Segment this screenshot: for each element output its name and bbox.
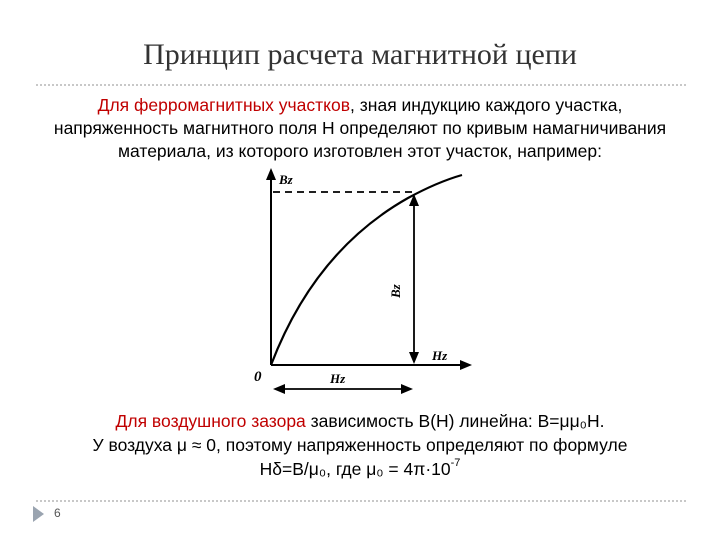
title-divider: [36, 84, 686, 86]
b-dimension-label: Bz: [388, 284, 403, 298]
air-gap-line-1: [0, 409, 720, 433]
air-gap-line-2: У воздуха μ ≈ 0, поэтому напряженность определяют по формуле: [92, 435, 628, 455]
intro-highlight: Для ферромагнитных участков: [97, 95, 351, 115]
magnetization-curve-diagram: [240, 160, 480, 400]
page-number: 6: [54, 506, 61, 520]
footer-divider: [36, 500, 686, 502]
x-axis-label: Hz: [432, 348, 448, 363]
slide-title: Принцип расчета магнитной цепи: [143, 38, 577, 71]
hz-dimension-arrow-left: [273, 384, 285, 394]
y-axis-label: Bz: [279, 172, 293, 187]
y-axis-arrow: [266, 168, 276, 180]
air-gap-line-1-rest: зависимость B(H) линейна: B=μμ₀H.: [305, 411, 605, 431]
formula-exponent: -7: [450, 457, 461, 469]
origin-label: 0: [254, 369, 262, 385]
air-gap-formula: [0, 457, 720, 481]
intro-line-1-rest: , зная индукцию каждого участка,: [350, 95, 623, 115]
hz-dimension-arrow-right: [401, 384, 413, 394]
h-dimension-label: Hz: [330, 371, 346, 386]
intro-paragraph: [0, 94, 720, 163]
bz-dimension-arrow-down: [409, 352, 419, 364]
air-gap-highlight: Для воздушного зазора: [115, 411, 306, 431]
bullet-arrow-icon: [33, 506, 44, 522]
intro-line-1: [0, 94, 720, 117]
air-gap-paragraph: [0, 409, 720, 481]
intro-line-2: напряженность магнитного поля H определяют по кривым намагничивания: [53, 118, 667, 138]
x-axis-arrow: [460, 360, 472, 370]
formula-main: Hδ=B/μ₀, где μ₀ = 4π·10: [259, 459, 451, 479]
magnetization-curve: [271, 175, 462, 365]
intro-line-3: материала, из которого изготовлен этот участок, например:: [118, 141, 602, 161]
